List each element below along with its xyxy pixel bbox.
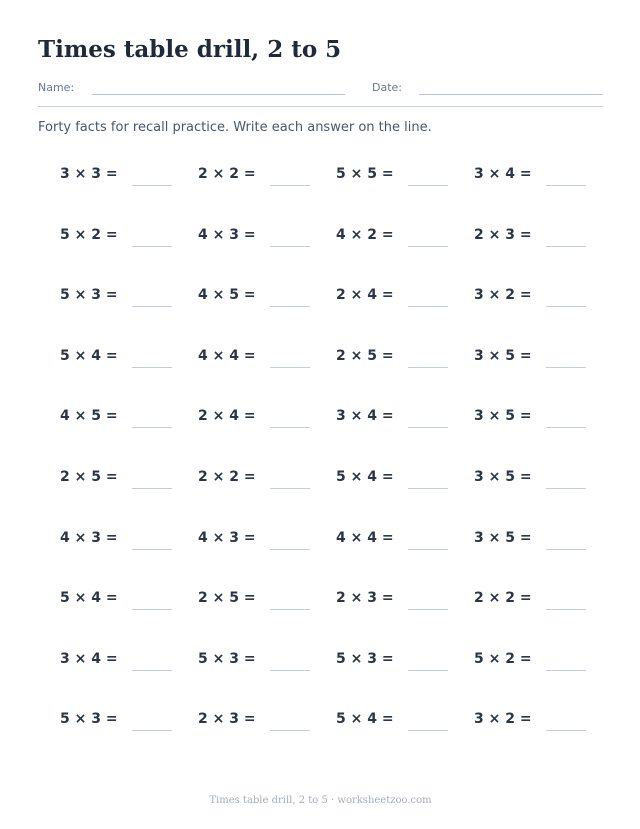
problem-expression: 5 × 3 = [198,651,256,667]
problem-expression: 4 × 4 = [198,348,256,364]
answer-line[interactable] [270,670,310,671]
problem-item [474,709,612,735]
answer-line[interactable] [132,427,172,428]
problem-expression: 3 × 5 = [474,530,532,546]
problem-item [336,588,474,614]
problem-expression: 2 × 2 = [474,590,532,606]
answer-line[interactable] [546,427,586,428]
problem-item [60,285,198,311]
answer-line[interactable] [408,730,448,731]
problem-expression: 5 × 4 = [60,590,118,606]
problem-item [336,346,474,372]
answer-line[interactable] [270,185,310,186]
problem-expression: 5 × 4 = [60,348,118,364]
answer-line[interactable] [546,246,586,247]
problem-item [336,225,474,251]
problem-item [336,528,474,554]
answer-line[interactable] [408,367,448,368]
problem-item [198,649,336,675]
problem-expression: 4 × 3 = [60,530,118,546]
problem-item [60,528,198,554]
answer-line[interactable] [270,730,310,731]
answer-line[interactable] [546,367,586,368]
answer-line[interactable] [408,549,448,550]
problem-item [198,528,336,554]
answer-line[interactable] [270,427,310,428]
problem-item [474,588,612,614]
problem-expression: 2 × 5 = [60,469,118,485]
problem-expression: 3 × 2 = [474,287,532,303]
answer-line[interactable] [546,185,586,186]
problem-item [474,649,612,675]
problem-item [336,467,474,493]
name-label: Name: [38,81,75,94]
answer-line[interactable] [132,367,172,368]
answer-line[interactable] [132,730,172,731]
problem-expression: 5 × 3 = [60,287,118,303]
answer-line[interactable] [408,670,448,671]
answer-line[interactable] [132,549,172,550]
problem-item [474,528,612,554]
answer-line[interactable] [270,609,310,610]
problem-expression: 3 × 5 = [474,348,532,364]
answer-line[interactable] [132,306,172,307]
problem-item [474,406,612,432]
problem-item [336,709,474,735]
problem-item [336,649,474,675]
problem-item [336,285,474,311]
problem-item [474,164,612,190]
problem-expression: 3 × 4 = [60,651,118,667]
problem-expression: 5 × 2 = [474,651,532,667]
problem-expression: 3 × 5 = [474,408,532,424]
problem-item [336,406,474,432]
page-title: Times table drill, 2 to 5 [38,36,342,63]
answer-line[interactable] [408,185,448,186]
problem-expression: 2 × 5 = [336,348,394,364]
problem-expression: 2 × 2 = [198,166,256,182]
answer-line[interactable] [408,609,448,610]
problem-expression: 5 × 3 = [60,711,118,727]
problem-item [474,225,612,251]
problem-expression: 4 × 3 = [198,227,256,243]
problem-expression: 2 × 3 = [474,227,532,243]
answer-line[interactable] [270,306,310,307]
problem-expression: 2 × 3 = [336,590,394,606]
problem-grid [38,0,603,829]
problem-expression: 3 × 4 = [474,166,532,182]
problem-expression: 4 × 5 = [60,408,118,424]
problem-item [336,164,474,190]
problem-item [198,709,336,735]
answer-line[interactable] [270,549,310,550]
problem-item [60,406,198,432]
problem-item [198,406,336,432]
problem-item [60,709,198,735]
problem-item [60,649,198,675]
answer-line[interactable] [132,670,172,671]
problem-expression: 2 × 5 = [198,590,256,606]
answer-line[interactable] [132,609,172,610]
answer-line[interactable] [546,730,586,731]
answer-line[interactable] [270,488,310,489]
answer-line[interactable] [408,427,448,428]
answer-line[interactable] [546,306,586,307]
problem-expression: 3 × 5 = [474,469,532,485]
answer-line[interactable] [408,306,448,307]
problem-item [474,285,612,311]
problem-expression: 4 × 5 = [198,287,256,303]
problem-item [474,346,612,372]
problem-expression: 4 × 2 = [336,227,394,243]
problem-expression: 5 × 2 = [60,227,118,243]
problem-item [474,467,612,493]
answer-line[interactable] [270,367,310,368]
problem-expression: 4 × 3 = [198,530,256,546]
problem-expression: 5 × 4 = [336,711,394,727]
problem-expression: 5 × 4 = [336,469,394,485]
problem-expression: 2 × 4 = [198,408,256,424]
problem-expression: 2 × 3 = [198,711,256,727]
instructions: Forty facts for recall practice. Write each answer on the line. [38,120,432,135]
date-label: Date: [372,81,402,94]
answer-line[interactable] [132,185,172,186]
problem-item [198,164,336,190]
problem-item [198,225,336,251]
answer-line[interactable] [408,488,448,489]
problem-item [60,346,198,372]
answer-line[interactable] [132,488,172,489]
worksheet-page [38,0,603,829]
answer-line[interactable] [546,609,586,610]
problem-expression: 2 × 2 = [198,469,256,485]
answer-line[interactable] [546,488,586,489]
problem-expression: 5 × 5 = [336,166,394,182]
answer-line[interactable] [408,246,448,247]
page-footer: Times table drill, 2 to 5 · worksheetzoo.com [209,795,432,806]
problem-item [198,285,336,311]
problem-item [60,225,198,251]
problem-expression: 3 × 3 = [60,166,118,182]
problem-expression: 2 × 4 = [336,287,394,303]
answer-line[interactable] [270,246,310,247]
problem-item [198,588,336,614]
problem-expression: 3 × 2 = [474,711,532,727]
problem-expression: 4 × 4 = [336,530,394,546]
answer-line[interactable] [546,549,586,550]
problem-item [198,346,336,372]
answer-line[interactable] [132,246,172,247]
problem-expression: 5 × 3 = [336,651,394,667]
problem-item [198,467,336,493]
problem-item [60,164,198,190]
problem-expression: 3 × 4 = [336,408,394,424]
problem-item [60,467,198,493]
problem-item [60,588,198,614]
answer-line[interactable] [546,670,586,671]
